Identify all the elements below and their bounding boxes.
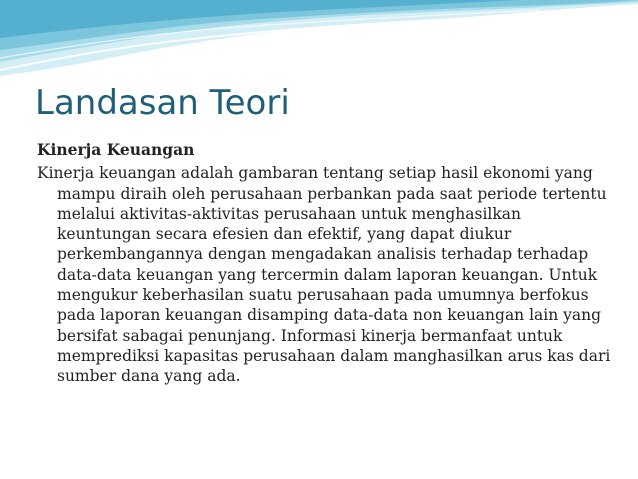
body-paragraph: Kinerja keuangan adalah gambaran tentang setiap hasil ekonomi yang mampu diraih oleh perusahaan perbankan pada saat periode tertentu melalui aktivitas-aktivitas perusahaan untuk menghasilkan keuntungan secara efesien dan efektif, yang dapat diukur perkembangannya dengan mengadakan analisis terhadap terhadap data-data keuangan yang tercermin dalam laporan keuangan. Untuk mengukur keberhasilan suatu perusahaan pada umumnya berfokus pada laporan keuangan disamping data-data non keuangan lain yang bersifat sabagai penunjang. Informasi kinerja bermanfaat untuk memprediksi kapasitas perusahaan dalam manghasilkan arus kas dari sumber dana yang ada. <box>37 164 611 386</box>
slide-title: Landasan Teori <box>35 83 290 123</box>
decorative-wave-header <box>0 0 638 80</box>
section-subheading: Kinerja Keuangan <box>37 140 195 159</box>
slide-content <box>37 140 617 387</box>
